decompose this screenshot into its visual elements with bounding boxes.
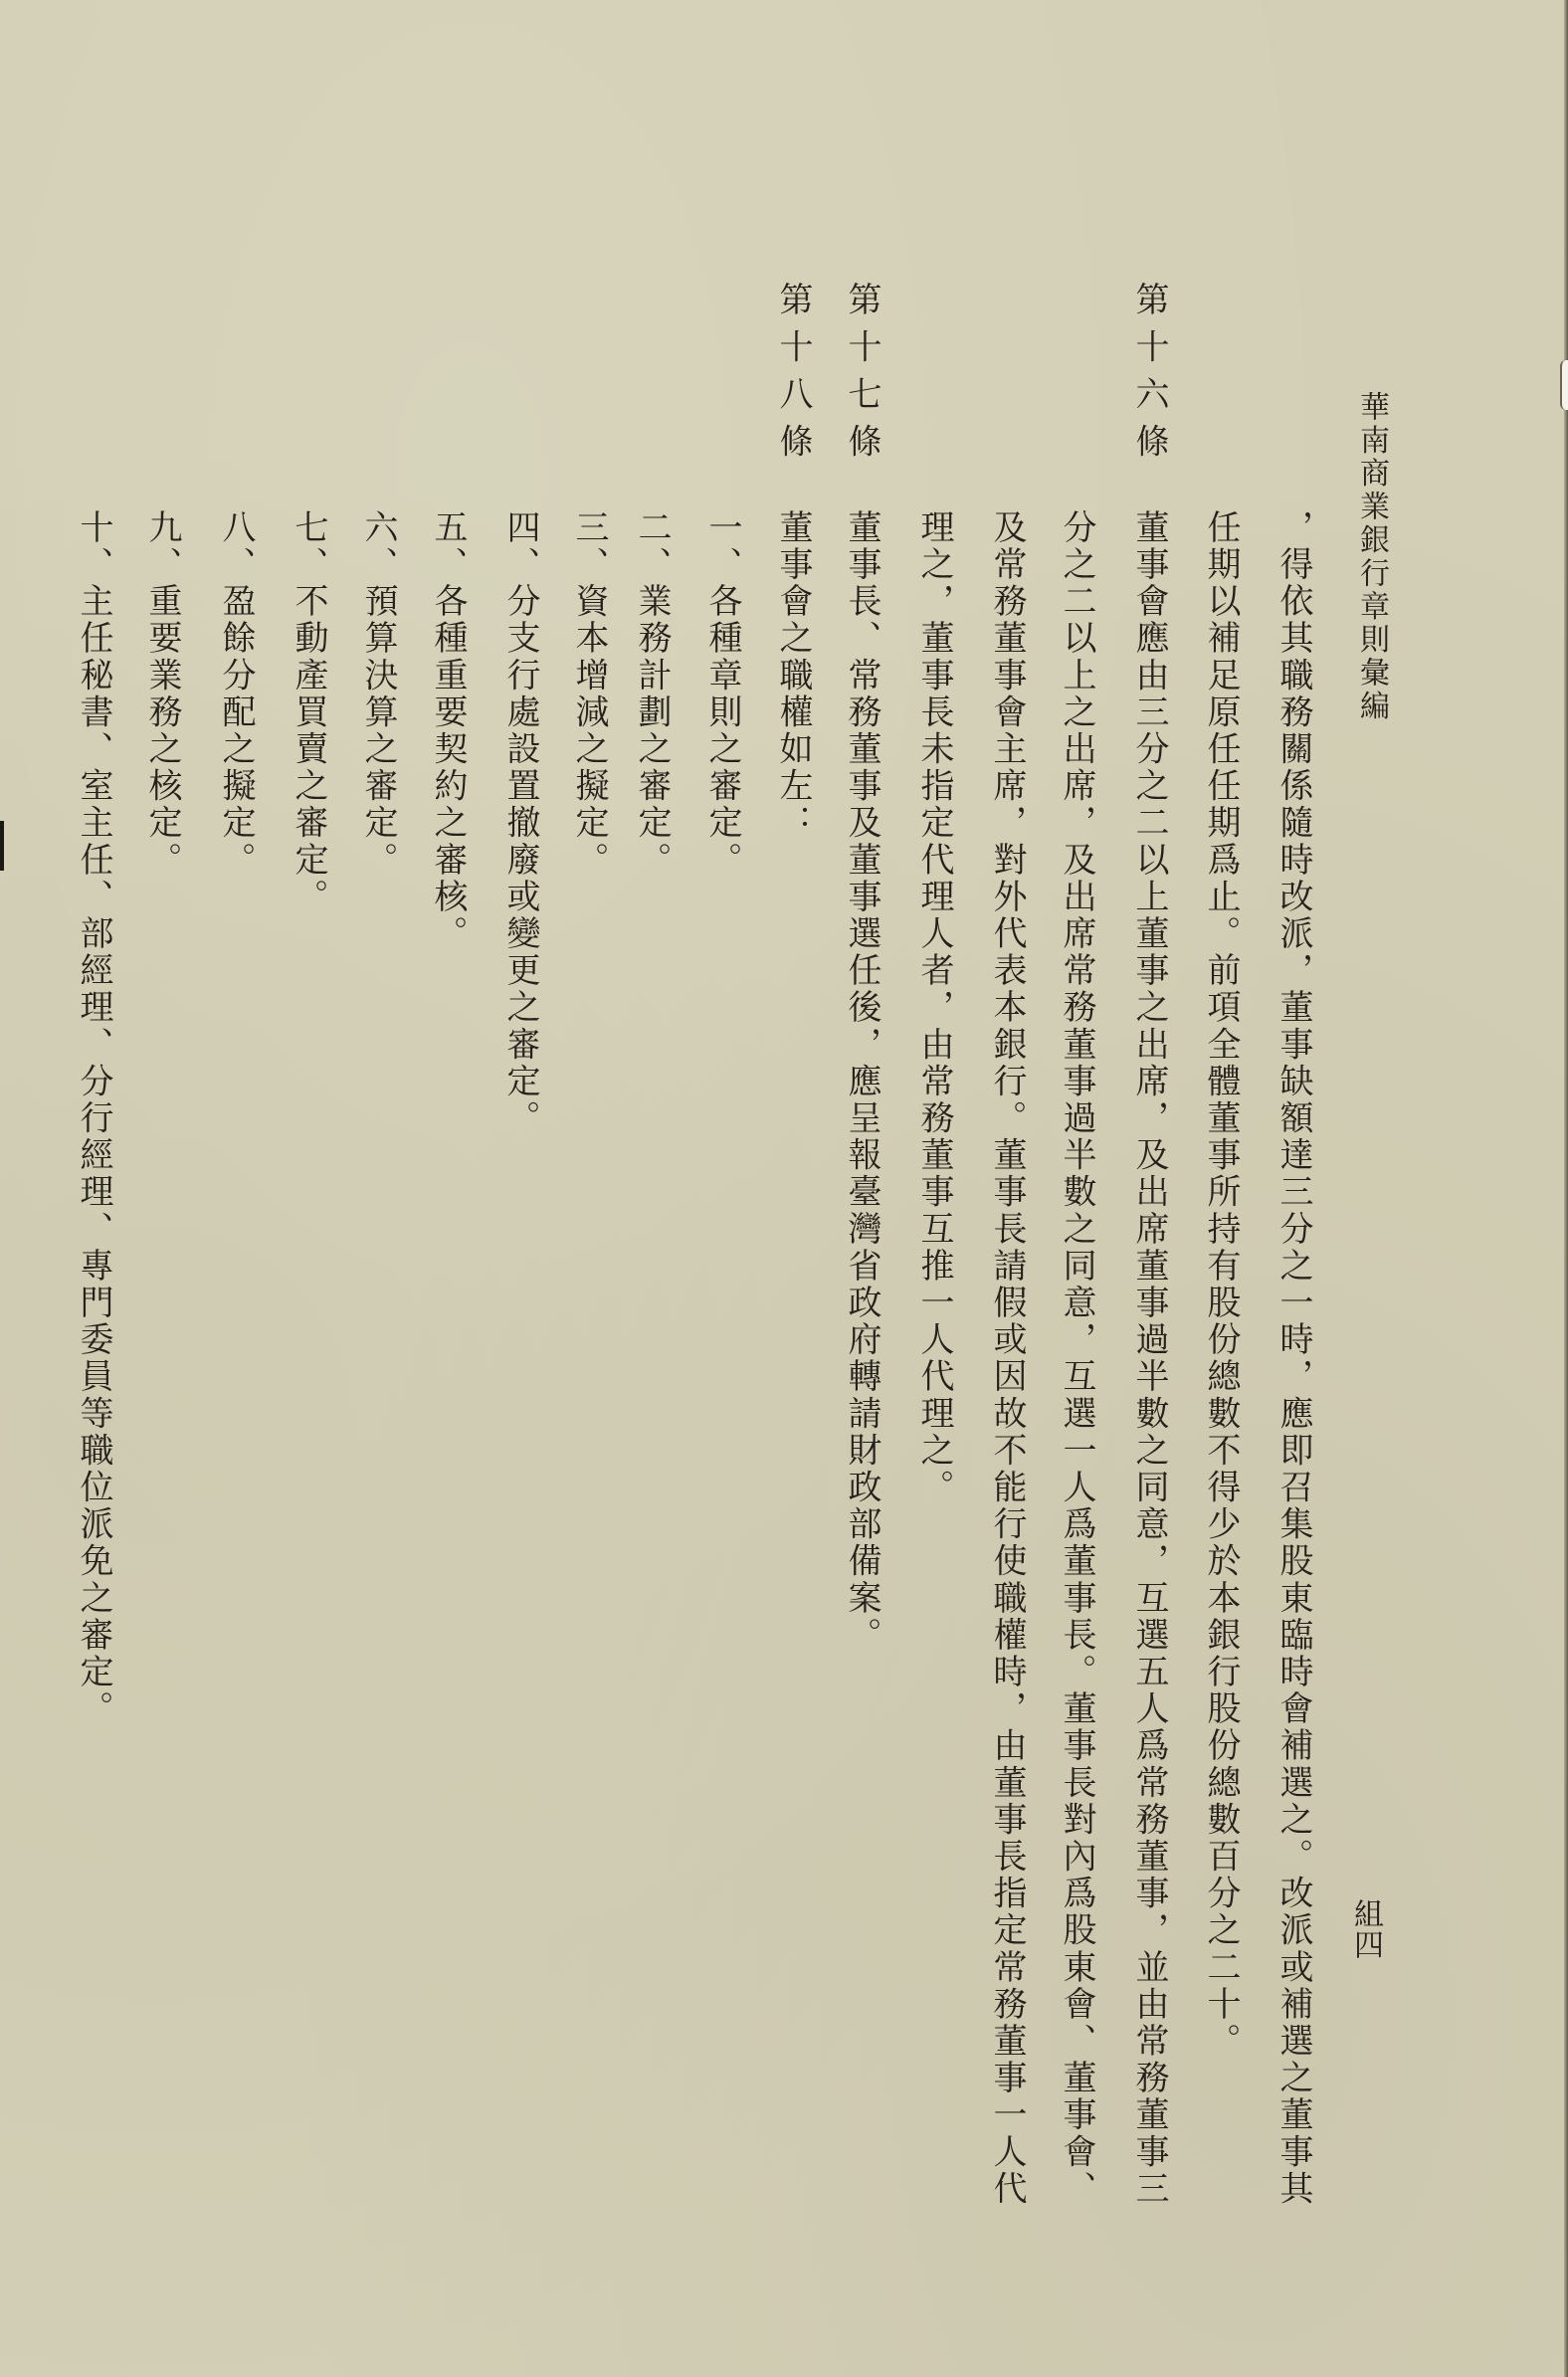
article-18-item-6: 六、預算決算之審定。 — [358, 509, 398, 879]
article-17-label: 第十七條 — [842, 282, 882, 471]
article-18-item-8: 八、盈餘分配之擬定。 — [216, 509, 256, 879]
continuation-line-1: ，得依其職務關係隨時改派，董事缺額達三分之一時，應即召集股東臨時會補選之。改派或補選之董事其 — [1274, 509, 1313, 2208]
continuation-line-2: 任期以補足原任任期爲止。前項全體董事所持有股份總數不得少於本銀行股份總數百分之二十。 — [1201, 509, 1241, 2061]
article-16-label: 第十六條 — [1129, 282, 1169, 471]
page-number: 組四 — [1348, 1898, 1383, 1960]
article-18-item-4: 四、分支行處設置撤廢或變更之審定。 — [500, 509, 540, 1137]
article-16-line-4: 理之，董事長未指定代理人者，由常務董事互推一人代理之。 — [914, 509, 954, 1506]
article-18-item-9: 九、重要業務之核定。 — [142, 509, 182, 879]
article-18-item-7: 七、不動產買賣之審定。 — [289, 509, 328, 916]
article-18-label: 第十八條 — [773, 282, 813, 471]
article-18-line-1: 董事會之職權如左： — [773, 509, 813, 842]
article-18-item-2: 二、業務計劃之審定。 — [632, 509, 672, 879]
article-18-item-10: 十、主任秘書、室主任、部經理、分行經理、專門委員等職位派免之審定。 — [74, 509, 113, 1728]
article-18-item-5: 五、各種重要契約之審核。 — [428, 509, 468, 953]
article-16-line-2: 分之二以上之出席，及出席常務董事過半數之同意，互選一人爲董事長。董事長對內爲股東會、董事會、 — [1057, 509, 1096, 2208]
article-16-line-1: 董事會應由三分之二以上董事之出席，及出席董事過半數之同意，互選五人爲常務董事，並由常務董事三 — [1129, 509, 1169, 2208]
page-edge-notch — [1560, 360, 1568, 410]
article-17-line-1: 董事長、常務董事及董事選任後，應呈報臺灣省政府轉請財政部備案。 — [842, 509, 882, 1655]
running-header-title: 華南商業銀行章則彙編 — [1354, 391, 1389, 723]
article-18-item-1: 一、各種章則之審定。 — [702, 509, 742, 879]
article-18-item-3: 三、資本增減之擬定。 — [569, 509, 609, 879]
article-16-line-3: 及常務董事會主席，對外代表本銀行。董事長請假或因故不能行使職權時，由董事長指定常務董事一人代 — [987, 509, 1027, 2208]
binding-mark — [0, 821, 4, 871]
page-edge-right — [1564, 0, 1568, 2377]
